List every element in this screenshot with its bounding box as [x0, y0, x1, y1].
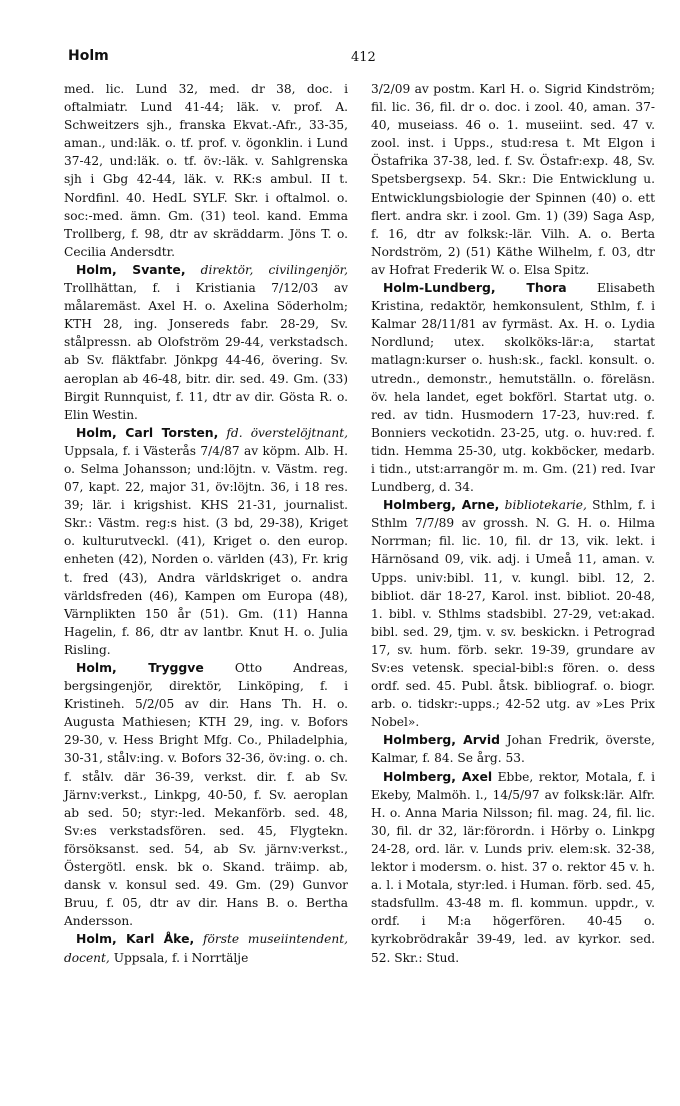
- entry-text: 3/2/09 av postm. Karl H. o. Sigrid Kindström; fil. lic. 36, fil. dr o. doc. i zool. 40, aman. 37-40, museiass. 46 o. 1. museiint. sed. 47 v. zool. inst. i Upps., stud:resa t. Mt Elgon i Östafrika 37-38, led. f. Sv. Östafr:exp. 48, Sv. Spetsbergsexp. 54. Skr.: Die Entwicklung u. Entwicklungsbiologie der Spinnen (40) o. ett flert. andra skr. i zool. Gm. 1) (39) Saga Asp, f. 16, dtr av folksk:-lär. Vilh. A. o. Berta Nordström, 2) (51) Käthe Wilhelm, f. 03, dtr av Hofrat Frederik W. o. Elsa Spitz.: [371, 82, 655, 277]
- page-number: 412: [351, 50, 376, 65]
- left-column: [64, 80, 348, 967]
- entry-name: Holm, Carl Torsten,: [76, 424, 219, 440]
- entry-title: fd. överstelöjtnant,: [226, 425, 348, 440]
- biography-entry: [64, 424, 348, 659]
- biography-entry: [371, 731, 655, 767]
- biography-entry: [371, 279, 655, 496]
- entry-text: Johan Fredrik, överste, Kalmar, f. 84. Se årg. 53.: [371, 733, 655, 766]
- page-header: [68, 48, 628, 70]
- biography-entry: [371, 768, 655, 967]
- entry-text: Trollhättan, f. i Kristiania 7/12/03 av målaremäst. Axel H. o. Axelina Söderholm; KTH 28, ing. Jonsereds fabr. 28-29, Sv. stålpressn. ab Olofström 29-44, verkstadsch. ab Sv. fläktfabr. Jönkpg 44-46, övering. Sv. aeroplan ab 46-48, bitr. dir. sed. 49. Gm. (33) Birgit Runnquist, f. 11, dtr av dir. Gösta R. o. Elin Westin.: [64, 281, 348, 422]
- entry-name: Holm, Tryggve: [76, 660, 204, 675]
- biography-entry: [371, 80, 655, 279]
- biography-entry: [64, 930, 348, 966]
- biography-entry: [64, 80, 348, 261]
- entry-text: Uppsala, f. i Västerås 7/4/87 av köpm. Alb. H. o. Selma Johansson; und:löjtn. v. Västm. reg. 07, kapt. 22, major 31, öv:löjtn. 36, i 18 res. 39; lär. i krigshist. KHS 21-31, journalist. Skr.: Västm. reg:s hist. (3 bd, 29-38), Kriget o. kulturutveckl. (41), Kriget o. den europ. enheten (42), Norden o. världen (43), Fr. krig t. fred (43), Andra världskriget o. andra världsfreden (46), Kampen om Europa (48), Värnplikten 150 år (51). Gm. (11) Hanna Hagelin, f. 86, dtr av lantbr. Knut H. o. Julia Risling.: [64, 443, 348, 657]
- entry-title: förste museiintendent, docent,: [64, 932, 349, 965]
- entry-title: direktör, civilingenjör,: [200, 262, 348, 277]
- entry-text: Sthlm, f. i Sthlm 7/7/89 av grossh. N. G. H. o. Hilma Norrman; fil. lic. 10, fil. dr 13, vik. lekt. i Härnösand 09, vik. adj. i Umeå 11, aman. v. Upps. univ:bibl. 11, v. kungl. bibl. 12, 2. bibliot. där 18-27, Karol. inst. bibliot. 20-48, 1. bibl. v. Sthlms stadsbibl. 27-29, vet:akad. bibl. sed. 29, tjm. v. sv. beskickn. i Petrograd 17, sv. hum. förb. sekr. 19-39, grundare av Sv:es vetensk. special-bibl:s fören. o. dess ordf. sed. 45. Publ. åtsk. bibliograf. o. biogr. arb. o. tidskr:-upps.; 42-52 utg. av »Les Prix Nobel».: [371, 498, 656, 730]
- entry-name: Holmberg, Arne,: [383, 497, 500, 513]
- entry-name: Holm-Lundberg, Thora: [383, 280, 567, 296]
- entry-name: Holmberg, Arvid: [383, 732, 501, 748]
- entry-text: Elisabeth Kristina, redaktör, hemkonsulent, Sthlm, f. i Kalmar 28/11/81 av fyrmäst. Ax. H. o. Lydia Nordlund; utex. skolköks-lär:a, startat matlagn:kurser o. hush:sk., fackl. konsult. o. utredn., demonstr., hemutställn. o. föreläsn. öv. hela landet, eget bokförl. Startat utg. o. red. av tidn. Husmodern 17-23, huv:red. f. Bonniers veckotidn. 23-25, utg. o. huv:red. f. tidn. Hemma 25-30, utg. kokböcker, medarb. i tidn., utst:arrangör m. m. Gm. (21) red. Ivar Lundberg, d. 34.: [371, 281, 656, 495]
- entry-text: med. lic. Lund 32, med. dr 38, doc. i oftalmiatr. Lund 41-44; läk. v. prof. A. Schweitzers sjh., franska Ekvat.-Afr., 33-35, aman., und:läk. o. tf. prof. v. ögonklin. i Lund 37-42, und:läk. o. tf. öv:-läk. v. Sahlgrenska sjh i Gbg 42-44, läk. v. RK:s ambul. II t. Nordfinl. 40. HedL SYLF. Skr. i oftalmol. o. soc:-med. ämn. Gm. (31) teol. kand. Emma Trollberg, f. 98, dtr av skräddarm. Jöns T. o. Cecilia Andersdtr.: [64, 82, 348, 259]
- right-column: [371, 80, 655, 967]
- entry-title: bibliotekarie,: [504, 498, 587, 513]
- running-head: Holm: [68, 48, 109, 64]
- entry-text: Uppsala, f. i Norrtälje: [113, 950, 249, 965]
- entry-text: Otto Andreas, bergsingenjör, direktör, Linköping, f. i Kristineh. 5/2/05 av dir. Hans Th. H. o. Augusta Mathiesen; KTH 29, ing. v. Bofors 29-30, v. Hess Bright Mfg. Co., Philadelphia, 30-31, stålv:ing. v. Bofors 32-36, öv:ing. o. ch. f. stålv. där 36-39, verkst. dir. f. ab Sv. Järnv:verkst., Linkpg, 40-50, f. Sv. aeroplan ab sed. 50; styr:-led. Mekanförb. sed. 48, Sv:es verkstadsfören. sed. 45, Flygtekn. försöksanst. sed. 54, ab Sv. järnv:verkst., Östergötl. ensk. bk o. Skand. träimp. ab, dansk v. konsul sed. 49. Gm. (29) Gunvor Bruu, f. 05, dtr av dir. Hans B. o. Bertha Andersson.: [64, 661, 349, 929]
- entry-name: Holmberg, Axel: [383, 768, 493, 784]
- biography-entry: [64, 659, 348, 930]
- entry-name: Holm, Svante,: [76, 261, 186, 277]
- biography-entry: [64, 261, 348, 424]
- biography-entry: [371, 496, 655, 731]
- entry-name: Holm, Karl Åke,: [76, 931, 195, 947]
- entry-text: Ebbe, rektor, Motala, f. i Ekeby, Malmöh. l., 14/5/97 av folksk:lär. Alfr. H. o. Anna Maria Nilsson; fil. mag. 24, fil. lic. 30, fil. dr 32, lär:förordn. i Hörby o. Linkpg 24-28, ord. lär. v. Lunds priv. elem:sk. 32-38, lektor i modersm. o. hist. 37 o. rektor 45 v. h. a. l. i Motala, styr:led. i Human. förb. sed. 45, stadsfullm. 43-48 m. fl. kommun. uppdr., v. ordf. i M:a högerfören. 40-45 o. kyrkobrödrakår 39-49, led. av kyrkor. sed. 52. Skr.: Stud.: [371, 769, 656, 965]
